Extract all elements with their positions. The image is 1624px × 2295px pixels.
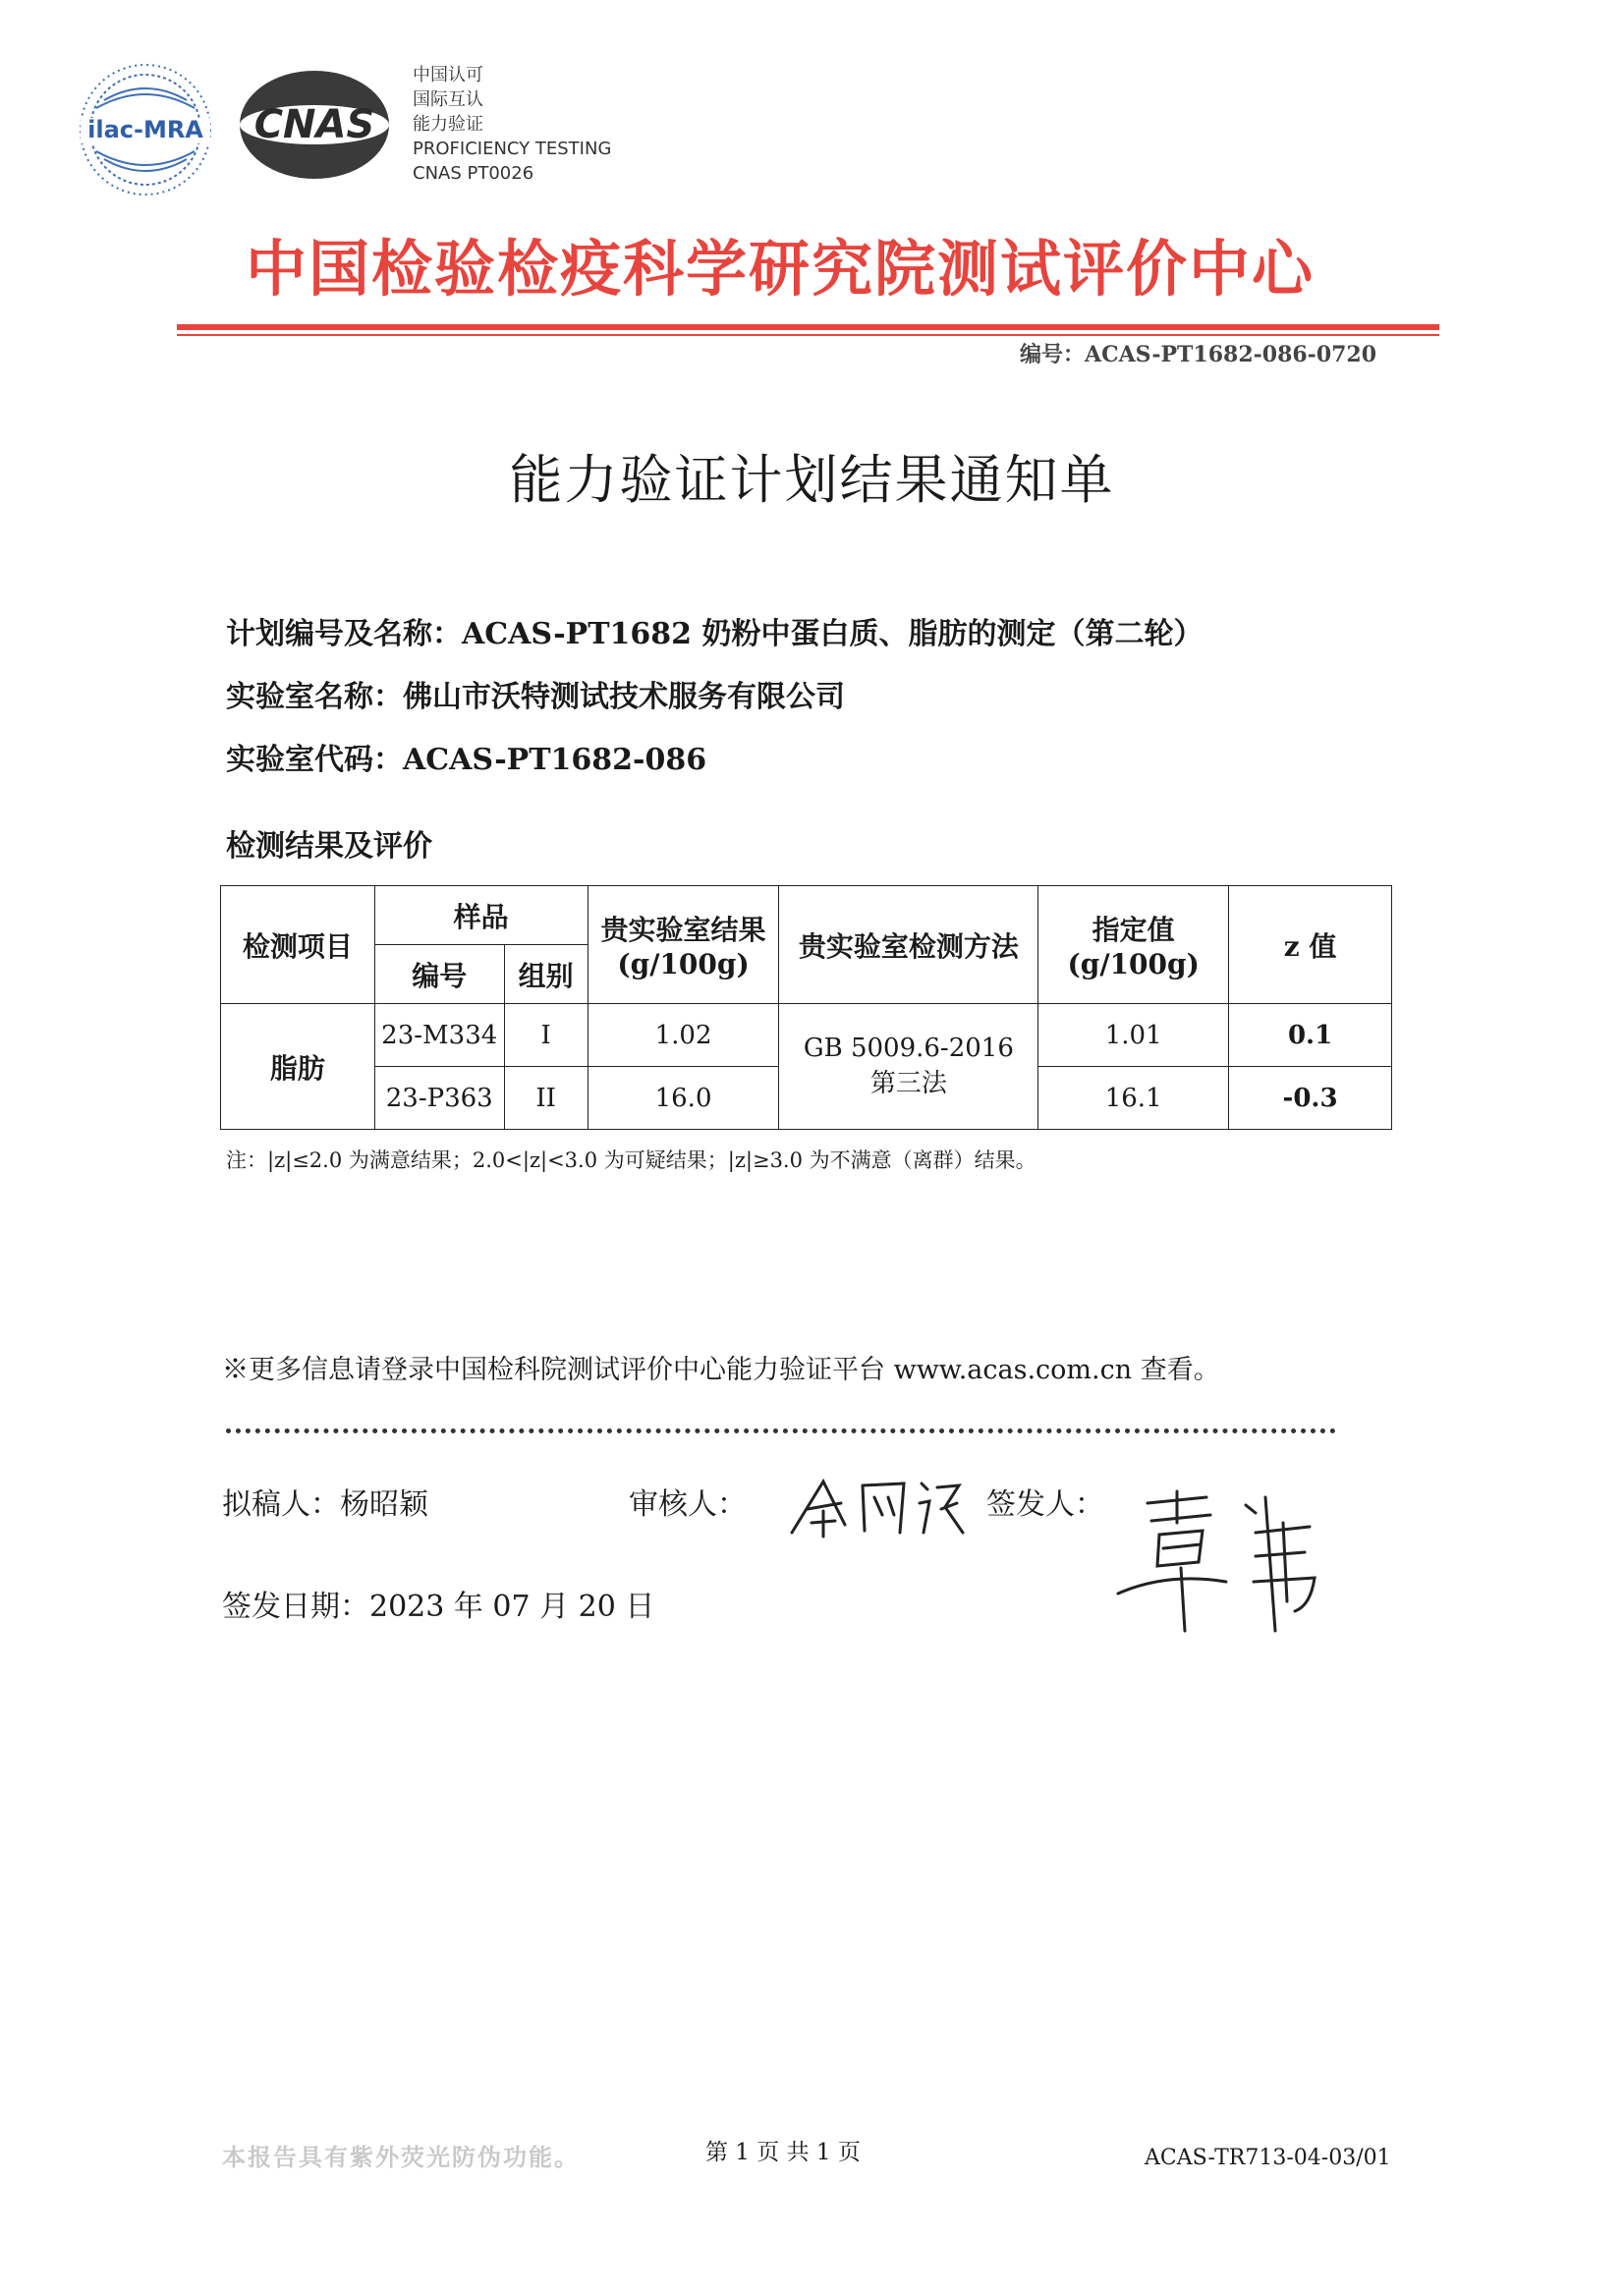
plan-value: ACAS-PT1682 奶粉中蛋白质、脂肪的测定（第二轮） bbox=[462, 617, 1204, 651]
plan-info bbox=[226, 609, 1203, 652]
cell-item: 脂肪 bbox=[221, 1004, 375, 1130]
lab-name-value: 佛山市沃特测试技术服务有限公司 bbox=[403, 680, 845, 714]
footer-form-code: ACAS-TR713-04-03/01 bbox=[1145, 2146, 1391, 2170]
cell-group: II bbox=[504, 1067, 588, 1130]
footer-anticounterfeit-note: 本报告具有紫外荧光防伪功能。 bbox=[222, 2143, 580, 2171]
cell-assigned: 16.1 bbox=[1038, 1067, 1229, 1130]
header-z: z 值 bbox=[1229, 886, 1392, 1004]
cell-group: I bbox=[504, 1004, 588, 1067]
document-number-value: ACAS-PT1682-086-0720 bbox=[1085, 342, 1377, 367]
document-number-label: 编号： bbox=[1020, 342, 1086, 367]
document-number bbox=[1020, 338, 1376, 368]
issuer-signature bbox=[1108, 1483, 1334, 1641]
lab-code-label: 实验室代码： bbox=[226, 743, 403, 777]
reviewer-signature bbox=[784, 1464, 971, 1542]
header-method: 贵实验室检测方法 bbox=[779, 886, 1038, 1004]
drafter bbox=[222, 1480, 428, 1523]
cell-method-line2: 第三法 bbox=[869, 1069, 947, 1098]
header-sample-no: 编号 bbox=[374, 945, 504, 1004]
lab-code-info bbox=[226, 735, 706, 778]
table-header-row bbox=[221, 886, 1392, 945]
section-title: 检测结果及评价 bbox=[226, 829, 432, 864]
plan-label: 计划编号及名称： bbox=[226, 617, 462, 651]
cnas-line: 能力验证 bbox=[413, 114, 483, 135]
page-title: 能力验证计划结果通知单 bbox=[509, 449, 1115, 511]
cell-sample-no: 23-M334 bbox=[374, 1004, 504, 1067]
cnas-line: 中国认可 bbox=[413, 65, 483, 85]
header-assigned bbox=[1038, 886, 1229, 1004]
header-group: 组别 bbox=[504, 945, 588, 1004]
header-item: 检测项目 bbox=[221, 886, 375, 1004]
drafter-label: 拟稿人： bbox=[222, 1487, 340, 1522]
header-rule bbox=[177, 324, 1439, 330]
cell-method-line1: GB 5009.6-2016 bbox=[803, 1034, 1014, 1063]
reviewer-label: 审核人： bbox=[629, 1487, 747, 1522]
header-assigned-label: 指定值 bbox=[1092, 914, 1175, 946]
cell-method bbox=[779, 1004, 1038, 1130]
header-assigned-unit: (g/100g) bbox=[1067, 948, 1200, 980]
table-note: 注：|z|≤2.0 为满意结果；2.0<|z|<3.0 为可疑结果；|z|≥3.0 为不满意（离群）结果。 bbox=[226, 1148, 1036, 1172]
drafter-name: 杨昭颖 bbox=[340, 1487, 428, 1522]
table-row bbox=[221, 1004, 1392, 1067]
cell-assigned: 1.01 bbox=[1038, 1004, 1229, 1067]
cnas-logo bbox=[236, 67, 393, 183]
dotted-separator bbox=[226, 1428, 1336, 1433]
lab-code-value: ACAS-PT1682-086 bbox=[403, 743, 707, 777]
cnas-accreditation-text bbox=[413, 63, 611, 186]
header-rule-thin bbox=[177, 334, 1439, 336]
cell-z: 0.1 bbox=[1229, 1004, 1392, 1067]
cnas-line: 国际互认 bbox=[413, 89, 483, 110]
header-lab-result bbox=[588, 886, 779, 1004]
ilac-mra-logo bbox=[77, 61, 214, 198]
lab-name-label: 实验室名称： bbox=[226, 680, 403, 714]
cnas-line: CNAS PT0026 bbox=[413, 163, 534, 184]
lab-name-info bbox=[226, 672, 845, 715]
footer-page-number: 第 1 页 共 1 页 bbox=[705, 2140, 861, 2165]
issue-date bbox=[222, 1582, 654, 1625]
cell-sample-no: 23-P363 bbox=[374, 1067, 504, 1130]
header-lab-result-label: 贵实验室结果 bbox=[600, 914, 766, 946]
more-info-text: ※更多信息请登录中国检科院测试评价中心能力验证平台 www.acas.com.cn 查看。 bbox=[222, 1355, 1220, 1385]
header-lab-result-unit: (g/100g) bbox=[617, 948, 750, 980]
issue-date-label: 签发日期： bbox=[222, 1590, 369, 1624]
organization-name: 中国检验检疫科学研究院测试评价中心 bbox=[246, 233, 1316, 305]
cell-z: -0.3 bbox=[1229, 1067, 1392, 1130]
svg-text:CNAS: CNAS bbox=[253, 102, 375, 147]
cnas-line: PROFICIENCY TESTING bbox=[413, 139, 612, 159]
cell-lab-result: 1.02 bbox=[588, 1004, 779, 1067]
cell-lab-result: 16.0 bbox=[588, 1067, 779, 1130]
issue-date-value: 2023 年 07 月 20 日 bbox=[369, 1590, 655, 1624]
issuer-label: 签发人： bbox=[986, 1487, 1104, 1522]
svg-text:ilac-MRA: ilac-MRA bbox=[87, 116, 203, 143]
header-sample: 样品 bbox=[374, 886, 588, 945]
results-table bbox=[220, 885, 1392, 1130]
